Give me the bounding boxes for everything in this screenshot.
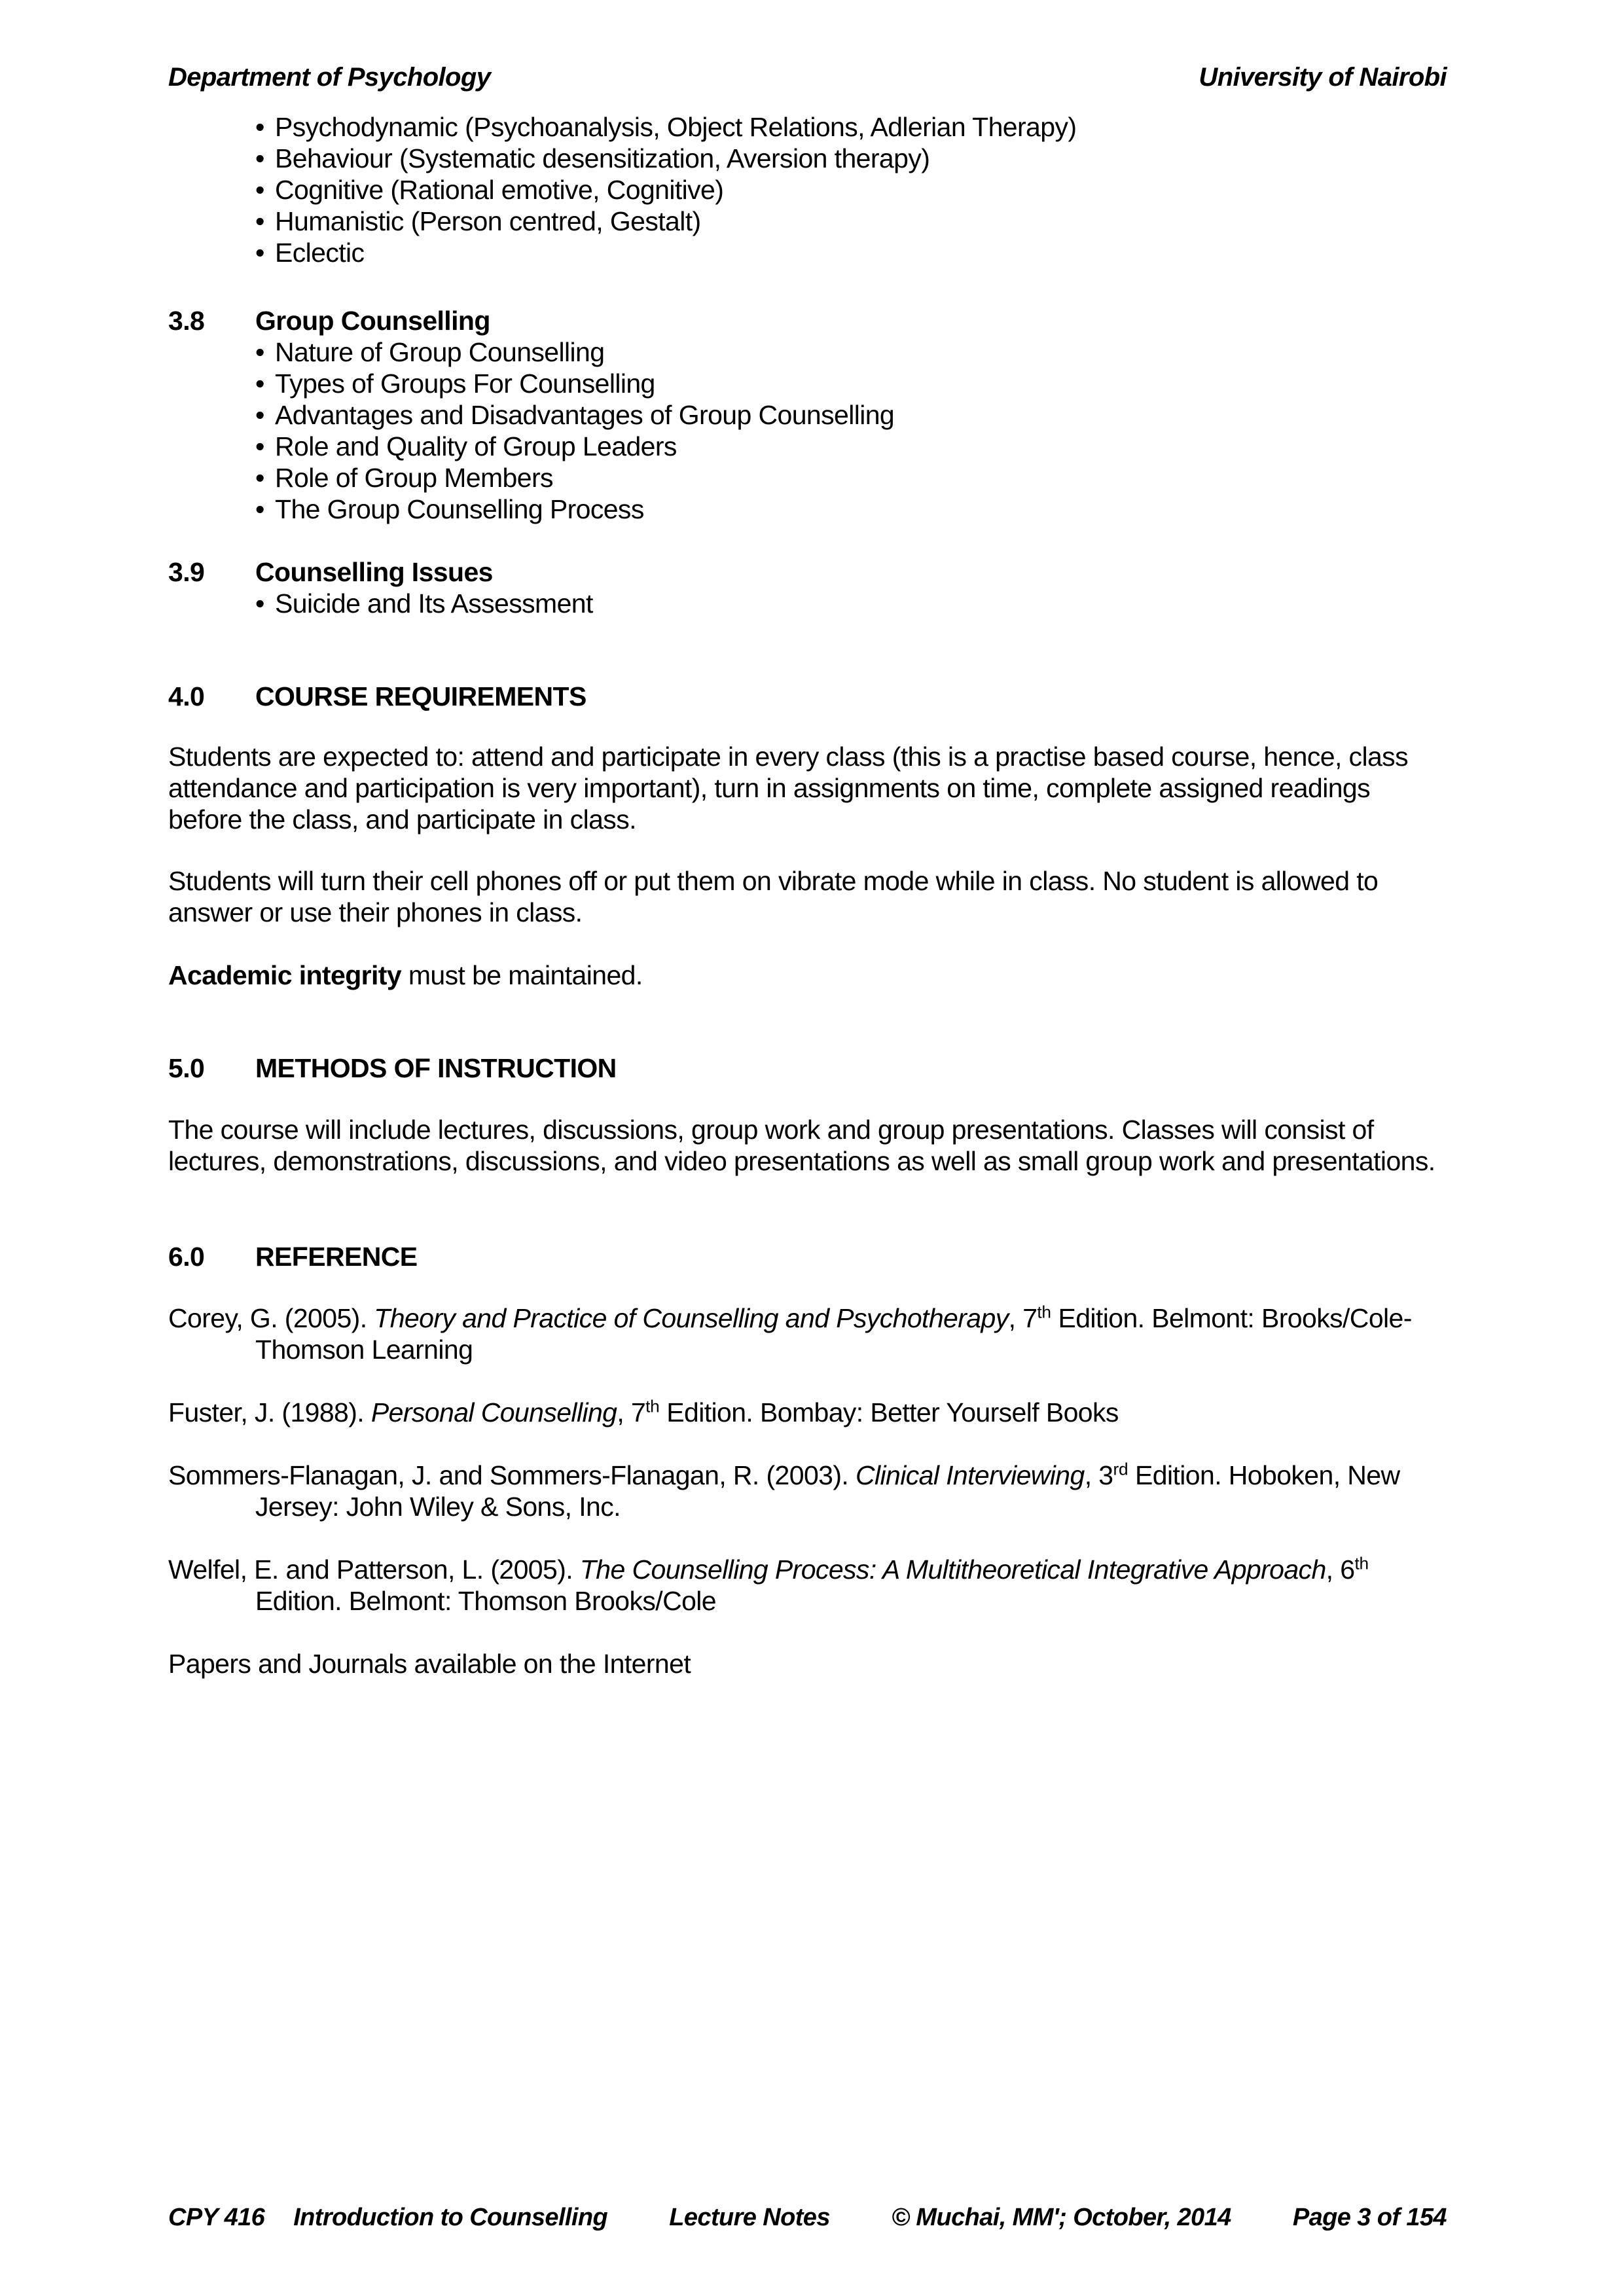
list-item-text: Eclectic (275, 238, 365, 268)
reference-ordinal-suffix: th (1354, 1553, 1369, 1573)
section-number: 3.8 (168, 306, 205, 336)
bullet-icon: • (255, 588, 264, 619)
header-university: University of Nairobi (1199, 63, 1447, 92)
section-heading (168, 556, 1447, 588)
paragraph-methods: The course will include lectures, discussions, group work and group presentations. Classes will consist of lectures, demonstrations, discussions, and video presentations as well as small group work and presentations. (168, 1115, 1435, 1176)
section-number: 6.0 (168, 1242, 205, 1272)
list-item (255, 431, 1447, 462)
section-course-requirements (168, 681, 1447, 712)
bullet-icon: • (255, 238, 264, 268)
reference-fuster (168, 1397, 1447, 1428)
section-counselling-issues (168, 556, 1447, 619)
reference-welfel-patterson (168, 1554, 1447, 1617)
list-item (255, 399, 1447, 431)
list-item-text: Nature of Group Counselling (275, 337, 605, 367)
reference-publisher: Edition. Belmont: Thomson Brooks/Cole (255, 1586, 717, 1616)
bullet-icon: • (255, 206, 264, 236)
footer-copyright: © Muchai, MM'; October, 2014 (892, 2204, 1231, 2231)
list-item-text: Role of Group Members (275, 463, 553, 493)
reference-ordinal-suffix: th (645, 1396, 660, 1416)
reference-edition-number: , 3 (1084, 1460, 1113, 1490)
page-footer (168, 2203, 1447, 2232)
reference-publisher: Edition. Belmont: Brooks/Cole-Thomson Learning (255, 1303, 1412, 1365)
list-item-text: Psychodynamic (Psychoanalysis, Object Relations, Adlerian Therapy) (275, 112, 1077, 142)
list-item-text: Humanistic (Person centred, Gestalt) (275, 206, 701, 236)
bullet-icon: • (255, 112, 264, 142)
section-number: 4.0 (168, 681, 205, 711)
reference-authors: Corey, G. (2005). (168, 1303, 374, 1333)
bullet-icon: • (255, 368, 264, 399)
reference-ordinal-suffix: rd (1113, 1459, 1128, 1479)
section-title: REFERENCE (255, 1242, 418, 1272)
reference-title: The Counselling Process: A Multitheoretical Integrative Approach (579, 1554, 1326, 1585)
reference-authors: Welfel, E. and Patterson, L. (2005). (168, 1554, 580, 1585)
list-item (255, 493, 1447, 525)
reference-publisher: Edition. Hoboken, New Jersey: John Wiley & Sons, Inc. (255, 1460, 1400, 1522)
section-methods-of-instruction (168, 1052, 1447, 1084)
list-item-text: Behaviour (Systematic desensitization, Aversion therapy) (275, 143, 930, 173)
academic-integrity-bold: Academic integrity (168, 960, 402, 990)
footer-course (168, 2203, 607, 2232)
header-department: Department of Psychology (168, 63, 491, 92)
section-title: Counselling Issues (255, 557, 493, 587)
section-reference (168, 1241, 1447, 1272)
list-item (255, 462, 1447, 493)
reference-authors: Fuster, J. (1988). (168, 1397, 371, 1427)
counselling-issues-list (168, 588, 1447, 619)
list-item (255, 206, 1447, 237)
footer-doc-type: Lecture Notes (669, 2204, 830, 2231)
academic-integrity-rest: must be maintained. (401, 960, 643, 990)
paragraph-requirements-1: Students are expected to: attend and participate in every class (this is a practise based course, hence, class attendance and participation is very important), turn in assignments on time, complete assigned readings before the class, and participate in class. (168, 742, 1408, 834)
bullet-icon: • (255, 494, 264, 524)
bullet-icon: • (255, 400, 264, 430)
reference-publisher: Edition. Bombay: Better Yourself Books (659, 1397, 1119, 1427)
section-title: Group Counselling (255, 306, 490, 336)
footer-page-number: Page 3 of 154 (1292, 2204, 1447, 2231)
section-group-counselling (168, 305, 1447, 525)
list-item (255, 143, 1447, 174)
paragraph-papers-journals: Papers and Journals available on the Internet (168, 1649, 691, 1679)
bullet-icon: • (255, 175, 264, 205)
footer-course-code: CPY 416 (168, 2204, 265, 2231)
bullet-icon: • (255, 337, 264, 367)
section-heading (168, 305, 1447, 336)
paragraph-requirements-2: Students will turn their cell phones off or put them on vibrate mode while in class. No student is allowed to answer or use their phones in class. (168, 866, 1379, 927)
bullet-icon: • (255, 463, 264, 493)
list-item (255, 588, 1447, 619)
list-item (255, 111, 1447, 143)
reference-ordinal-suffix: th (1037, 1302, 1051, 1322)
reference-corey (168, 1302, 1447, 1365)
list-item (255, 237, 1447, 268)
reference-edition-number: , 6 (1326, 1554, 1355, 1585)
reference-edition-number: , 7 (617, 1397, 646, 1427)
bullet-icon: • (255, 431, 264, 461)
list-item-text: The Group Counselling Process (275, 494, 644, 524)
bullet-icon: • (255, 143, 264, 173)
reference-authors: Sommers-Flanagan, J. and Sommers-Flanagan, R. (2003). (168, 1460, 856, 1490)
section-number: 5.0 (168, 1053, 205, 1083)
section-title: METHODS OF INSTRUCTION (255, 1053, 617, 1083)
group-counselling-list (168, 336, 1447, 525)
reference-sommers-flanagan (168, 1460, 1447, 1522)
therapy-approaches-list (168, 111, 1447, 268)
list-item-text: Role and Quality of Group Leaders (275, 431, 677, 461)
section-number: 3.9 (168, 557, 205, 587)
list-item (255, 174, 1447, 206)
list-item (255, 368, 1447, 399)
paragraph-academic-integrity (168, 960, 1447, 991)
reference-title: Clinical Interviewing (856, 1460, 1085, 1490)
list-item-text: Cognitive (Rational emotive, Cognitive) (275, 175, 724, 205)
section-title: COURSE REQUIREMENTS (255, 681, 586, 711)
list-item-text: Advantages and Disadvantages of Group Counselling (275, 400, 895, 430)
page-header (168, 63, 1447, 92)
reference-title: Theory and Practice of Counselling and Psychotherapy (374, 1303, 1009, 1333)
list-item-text: Types of Groups For Counselling (275, 368, 655, 399)
reference-edition-number: , 7 (1008, 1303, 1038, 1333)
footer-course-title: Introduction to Counselling (293, 2204, 608, 2231)
list-item-text: Suicide and Its Assessment (275, 588, 593, 619)
reference-title: Personal Counselling (370, 1397, 617, 1427)
list-item (255, 336, 1447, 368)
